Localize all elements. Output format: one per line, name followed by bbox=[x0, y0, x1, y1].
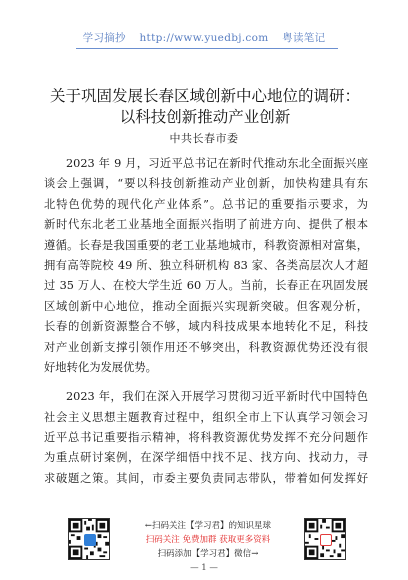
body-line: 北特色优势的现代化产业体系”。总书记的重要指示要求，为 bbox=[44, 197, 368, 211]
arrow-right-icon: → bbox=[251, 549, 259, 559]
article-title-line-2: 以科技创新推动产业创新 bbox=[119, 108, 291, 126]
body-line: 长春的创新资源整合不够，域内科技成果本地转化不足，科技 bbox=[44, 320, 368, 334]
promo-add-wechat bbox=[118, 548, 298, 561]
body-line: 拥有高等院校 49 所、独立科研机构 83 家、各类高层次人才超 bbox=[44, 258, 368, 272]
body-line: 对产业创新支撑引领作用还不够突出，科教资源优势还没有很 bbox=[44, 340, 368, 354]
paragraph-gap bbox=[44, 378, 368, 387]
body-line: 社会主义思想主题教育过程中，组织全市上下认真学习领会习 bbox=[44, 410, 368, 424]
header-site-name: 学习摘抄 bbox=[82, 32, 126, 44]
body-line: 为重点研讨案例，在深学细悟中找不足、找方向、找动力，寻 bbox=[44, 451, 368, 465]
arrow-left-icon: ← bbox=[144, 521, 153, 531]
article-body bbox=[44, 154, 368, 489]
promo-add-wechat-text: 扫码添加【学习君】微信 bbox=[157, 549, 252, 559]
body-line: 2023 年，我们在深入开展学习贯彻习近平新时代中国特色 bbox=[66, 390, 368, 404]
body-line: 新时代东北老工业基地全面振兴指明了前进方向、提供了根本 bbox=[44, 218, 368, 232]
promo-follow-planet bbox=[118, 520, 298, 533]
promo-follow-planet-text: 扫码关注【学习君】的知识星球 bbox=[152, 521, 272, 531]
article-title-line-1: 关于巩固发展长春区域创新中心地位的调研： bbox=[49, 87, 360, 105]
page-number: — 1 — bbox=[190, 563, 218, 573]
promo-join-group: 扫码关注 免费加群 获取更多资料 bbox=[145, 535, 271, 545]
body-line: 近平总书记重要指示精神，将科教资源优势发挥不充分问题作 bbox=[44, 431, 368, 445]
header-divider bbox=[76, 48, 338, 49]
knowledge-planet-logo-icon bbox=[84, 534, 96, 546]
body-line: 区域创新中心地位，推动全面振兴实现新突破。但客观分析， bbox=[44, 299, 368, 313]
body-line: 求破题之策。其间，市委主要负责同志带队，带着如何发挥好 bbox=[44, 471, 368, 485]
wechat-logo-icon bbox=[320, 534, 332, 546]
header-notes: 粤读笔记 bbox=[282, 32, 326, 44]
body-line: 好地转化为发展优势。 bbox=[44, 360, 157, 374]
article-author: 中共长春市委 bbox=[169, 132, 239, 145]
knowledge-planet-qr-code[interactable] bbox=[68, 518, 110, 560]
header-url[interactable]: http://www.yuedbj.com bbox=[139, 32, 269, 44]
body-line: 谈会上强调，“要以科技创新推动产业创新，加快构建具有东 bbox=[44, 177, 368, 191]
page-header bbox=[0, 30, 408, 45]
wechat-qr-code[interactable] bbox=[304, 518, 346, 560]
body-line: 2023 年 9 月，习近平总书记在新时代推动东北全面振兴座 bbox=[66, 157, 368, 170]
body-line: 遵循。长春是我国重要的老工业基地城市，科教资源相对富集， bbox=[44, 238, 368, 252]
body-line: 过 35 万人、在校大学生近 60 万人。当前，长春正在巩固发展 bbox=[44, 279, 368, 293]
